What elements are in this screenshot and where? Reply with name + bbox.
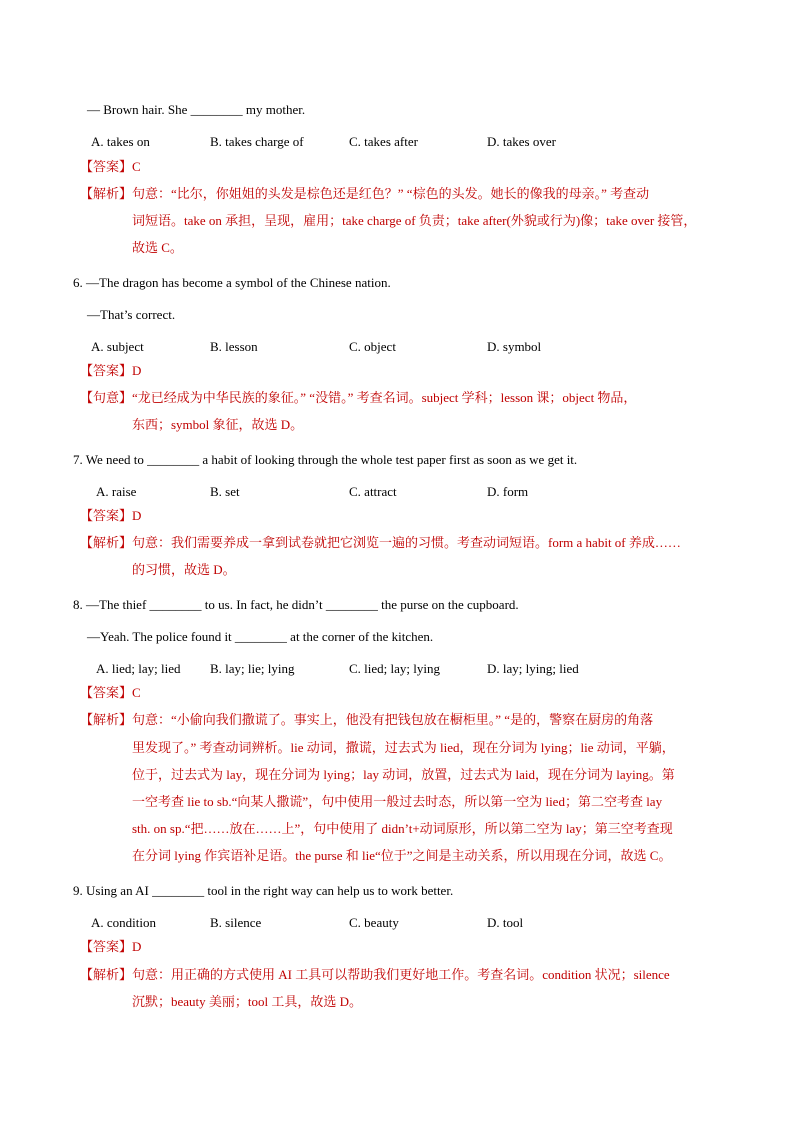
q8-option-a: A. lied; lay; lied <box>96 661 181 676</box>
q6-stem: 6. —The dragon has become a symbol of the Chinese nation. <box>73 275 391 290</box>
q8-explain-line-6: 在分词 lying 作宾语补足语。the purse 和 lie“位于”之间是主动关系，所以用现在分词，故选 C。 <box>132 848 672 863</box>
q6-answer <box>80 362 141 380</box>
q7-stem: 7. We need to ________ a habit of looking through the whole test paper first as soon as we get it. <box>73 452 578 467</box>
q5-explain-line-2: 词短语。take on 承担，呈现，雇用；take charge of 负责；take after(外貌或行为)像；take over 接管， <box>132 213 697 228</box>
answer-value: D <box>132 939 142 954</box>
q9-explain-line-2: 沉默；beauty 美丽；tool 工具，故选 D。 <box>132 994 363 1009</box>
q6-option-c: C. object <box>349 339 396 354</box>
q6-option-b: B. lesson <box>210 339 258 354</box>
explain-tag: 【解析】 <box>80 967 133 982</box>
q8-explain-line-4: 一空考查 lie to sb.“向某人撒谎”，句中使用一般过去时态，所以第一空为 lied；第二空考查 lay <box>132 794 663 809</box>
q6-option-a: A. subject <box>91 339 144 354</box>
q6-option-d: D. symbol <box>487 339 542 354</box>
q8-reply: —Yeah. The police found it ________ at the corner of the kitchen. <box>87 629 434 644</box>
answer-tag: 【答案】 <box>80 939 133 954</box>
explain-text: 句意：我们需要养成一拿到试卷就把它浏览一遍的习惯。考查动词短语。form a habit of 养成…… <box>132 535 681 550</box>
answer-tag: 【答案】 <box>80 363 133 378</box>
q9-answer <box>80 938 141 956</box>
q5-option-b: B. takes charge of <box>210 134 304 149</box>
answer-value: C <box>132 685 141 700</box>
q6-explain-line-2: 东西；symbol 象征，故选 D。 <box>132 417 304 432</box>
q8-answer <box>80 684 141 702</box>
q5-explain-line-1 <box>80 185 649 203</box>
answer-value: D <box>132 508 142 523</box>
q8-explain-line-3: 位于，过去式为 lay，现在分词为 lying；lay 动词，放置，过去式为 laid，现在分词为 laying。第 <box>132 767 675 782</box>
answer-value: C <box>132 159 141 174</box>
q8-stem: 8. —The thief ________ to us. In fact, he didn’t ________ the purse on the cupboard. <box>73 597 519 612</box>
answer-tag: 【答案】 <box>80 508 133 523</box>
explain-tag: 【解析】 <box>80 186 133 201</box>
explain-text: “龙已经成为中华民族的象征。” “没错。” 考查名词。subject 学科；lesson 课；object 物品， <box>132 390 637 405</box>
q8-option-c: C. lied; lay; lying <box>349 661 440 676</box>
q8-option-b: B. lay; lie; lying <box>210 661 295 676</box>
q8-explain-line-1 <box>80 711 653 729</box>
explain-tag: 【解析】 <box>80 535 133 550</box>
q9-option-c: C. beauty <box>349 915 399 930</box>
explain-tag: 【解析】 <box>80 712 133 727</box>
q7-answer <box>80 507 141 525</box>
q7-option-a: A. raise <box>96 484 137 499</box>
q6-reply: —That’s correct. <box>87 307 176 322</box>
q9-option-a: A. condition <box>91 915 156 930</box>
q7-explain-line-2: 的习惯，故选 D。 <box>132 562 236 577</box>
explain-text: 句意：用正确的方式使用 AI 工具可以帮助我们更好地工作。考查名词。condition 状况；silence <box>132 967 670 982</box>
q7-option-c: C. attract <box>349 484 397 499</box>
q5-option-a: A. takes on <box>91 134 150 149</box>
q5-answer <box>80 158 141 176</box>
explain-text: 句意：“小偷向我们撒谎了。事实上，他没有把钱包放在橱柜里。” “是的，警察在厨房的角落 <box>132 712 654 727</box>
answer-tag: 【答案】 <box>80 159 133 174</box>
q6-explain-line-1 <box>80 389 636 407</box>
q5-option-c: C. takes after <box>349 134 418 149</box>
q7-explain-line-1 <box>80 534 681 552</box>
answer-tag: 【答案】 <box>80 685 133 700</box>
explain-tag: 【句意】 <box>80 390 133 405</box>
q9-explain-line-1 <box>80 966 670 984</box>
q5-stem: — Brown hair. She ________ my mother. <box>87 102 306 117</box>
q8-explain-line-2: 里发现了。” 考查动词辨析。lie 动词，撒谎，过去式为 lied，现在分词为 lying；lie 动词，平躺， <box>132 740 675 755</box>
q5-explain-line-3: 故选 C。 <box>132 240 183 255</box>
explain-text: 句意：“比尔，你姐姐的头发是棕色还是红色？” “棕色的头发。她长的像我的母亲。” 考查动 <box>132 186 650 201</box>
q9-stem: 9. Using an AI ________ tool in the right way can help us to work better. <box>73 883 454 898</box>
q9-option-d: D. tool <box>487 915 524 930</box>
q8-option-d: D. lay; lying; lied <box>487 661 579 676</box>
q9-option-b: B. silence <box>210 915 262 930</box>
answer-value: D <box>132 363 142 378</box>
q7-option-b: B. set <box>210 484 240 499</box>
q7-option-d: D. form <box>487 484 529 499</box>
q8-explain-line-5: sth. on sp.“把……放在……上”，句中使用了 didn’t+动词原形，所以第二空为 lay；第三空考查现 <box>132 821 673 836</box>
q5-option-d: D. takes over <box>487 134 556 149</box>
